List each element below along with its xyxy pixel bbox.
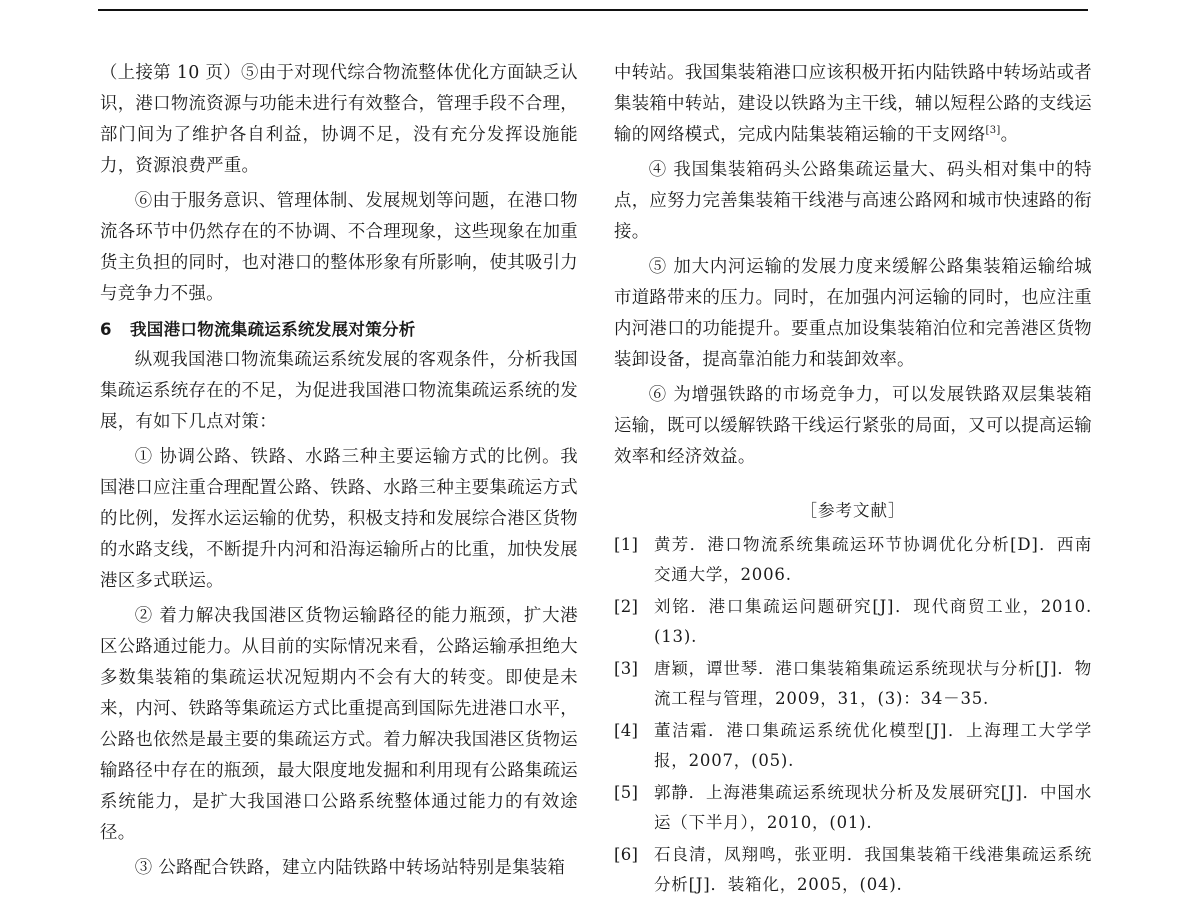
paragraph-measure-5: ⑤ 加大内河运输的发展力度来缓解公路集装箱运输给城市道路带来的压力。同时，在加强内河运输的同时，也应注重内河港口的功能提升。要重点加设集装箱泊位和完善港区货物装卸设备，提高靠泊能力和装卸效率。	[614, 257, 1092, 370]
reference-item	[614, 592, 1092, 652]
paragraph-point-6: ⑥由于服务意识、管理体制、发展规划等问题，在港口物流各环节中仍然存在的不协调、不合理现象，这些现象在加重货主负担的同时，也对港口的整体形象有所影响，使其吸引力与竞争力不强。	[100, 191, 578, 304]
right-column	[614, 58, 1092, 902]
paragraph-measure-3: ③ 公路配合铁路，建立内陆铁路中转场站特别是集装箱	[134, 858, 566, 878]
reference-text: 黄芳．港口物流系统集疏运环节协调优化分析[D]．西南交通大学，2006.	[654, 535, 1092, 584]
reference-text: 刘铭．港口集疏运问题研究[J]．现代商贸工业，2010.(13).	[654, 597, 1092, 646]
citation-mark: [3]	[985, 125, 1001, 137]
reference-index: [2]	[614, 597, 639, 616]
references-title: ［参考文献］	[800, 501, 906, 520]
paragraph-measure-4: ④ 我国集装箱码头公路集疏运量大、码头相对集中的特点，应努力完善集装箱干线港与高速公路网和城市快速路的衔接。	[614, 160, 1092, 242]
left-column	[100, 58, 578, 888]
paragraph-measure-3-cont	[614, 58, 1092, 151]
section-title: 我国港口物流集疏运系统发展对策分析	[130, 320, 416, 339]
reference-item	[614, 778, 1092, 838]
reference-item	[614, 654, 1092, 714]
reference-index: [1]	[614, 535, 639, 554]
paragraph-text: 中转站。我国集装箱港口应该积极开拓内陆铁路中转场站或者集装箱中转站，建设以铁路为主干线，辅以短程公路的支线运输的网络模式，完成内陆集装箱运输的干支网络	[614, 63, 1092, 145]
reference-index: [5]	[614, 783, 639, 802]
section-heading	[100, 314, 578, 345]
reference-item	[614, 840, 1092, 900]
reference-text: 石良清，凤翔鸣，张亚明．我国集装箱干线港集疏运系统分析[J]．装箱化，2005，(04).	[654, 845, 1092, 894]
paragraph-intro: 纵观我国港口物流集疏运系统发展的客观条件，分析我国集疏运系统存在的不足，为促进我国港口物流集疏运系统的发展，有如下几点对策：	[100, 350, 578, 432]
paragraph-measure-1: ① 协调公路、铁路、水路三种主要运输方式的比例。我国港口应注重合理配置公路、铁路、水路三种主要集疏运方式的比例，发挥水运运输的优势，积极支持和发展综合港区货物的水路支线，不断提升内河和沿海运输所占的比重，加快发展港区多式联运。	[100, 447, 578, 591]
reference-index: [4]	[614, 721, 639, 740]
paragraph-measure-6: ⑥ 为增强铁路的市场竞争力，可以发展铁路双层集装箱运输，既可以缓解铁路干线运行紧张的局面，又可以提高运输效率和经济效益。	[614, 385, 1092, 467]
reference-index: [3]	[614, 659, 639, 678]
reference-item	[614, 716, 1092, 776]
reference-item	[614, 530, 1092, 590]
section-number: 6	[100, 320, 112, 339]
header-rule	[98, 9, 1088, 11]
paragraph-continuation: （上接第 10 页）⑤由于对现代综合物流整体优化方面缺乏认识，港口物流资源与功能未进行有效整合，管理手段不合理，部门间为了维护各自利益，协调不足，没有充分发挥设施能力，资源浪费严重。	[100, 63, 578, 176]
reference-text: 郭静．上海港集疏运系统现状分析及发展研究[J]．中国水运（下半月），2010，(01).	[654, 783, 1092, 832]
reference-index: [6]	[614, 845, 639, 864]
paragraph-end: 。	[1000, 125, 1019, 145]
paragraph-measure-2: ② 着力解决我国港区货物运输路径的能力瓶颈，扩大港区公路通过能力。从目前的实际情况来看，公路运输承担绝大多数集装箱的集疏运状况短期内不会有大的转变。即使是未来，内河、铁路等集疏运方式比重提高到国际先进港口水平，公路也依然是最主要的集疏运方式。着力解决我国港区货物运输路径中存在的瓶颈，最大限度地发掘和利用现有公路集疏运系统能力，是扩大我国港口公路系统整体通过能力的有效途径。	[100, 606, 578, 843]
reference-text: 董洁霜．港口集疏运系统优化模型[J]．上海理工大学学报，2007，(05).	[654, 721, 1092, 770]
reference-text: 唐颖，谭世琴．港口集装箱集疏运系统现状与分析[J]．物流工程与管理，2009，31，(3)：34－35.	[654, 659, 1092, 708]
